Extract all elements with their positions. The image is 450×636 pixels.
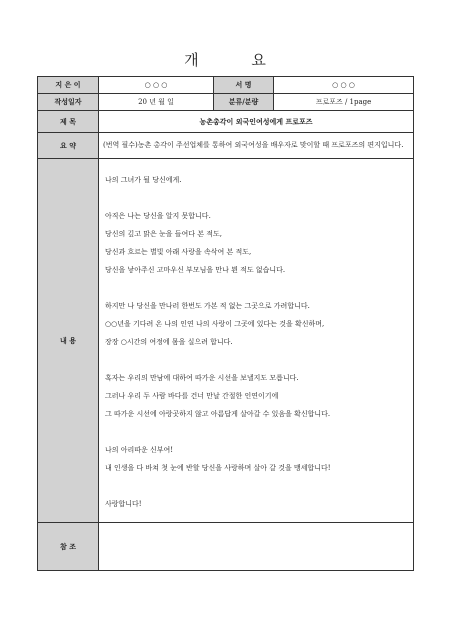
- reference-value: [99, 523, 414, 571]
- content-lines: [105, 171, 407, 513]
- content-line: 당신과 흐르는 별빛 아래 사랑을 속삭여 본 적도,: [105, 248, 252, 256]
- signature-label: 서 명: [214, 77, 274, 94]
- content-line: 아직은 나는 당신을 알지 못합니다.: [105, 212, 211, 220]
- summary-label: 요 약: [38, 133, 99, 159]
- content-line: 내 인생을 다 바쳐 첫 눈에 반할 당신을 사랑하며 살아 갈 것을 맹세합니다!: [105, 464, 331, 472]
- content-blank-line: [105, 189, 407, 207]
- content-line: 장장 ○시간의 여정에 몸을 실으려 합니다.: [105, 338, 233, 346]
- reference-label: 참 조: [38, 523, 99, 571]
- author-value: ○ ○ ○: [99, 77, 214, 94]
- page-title: 개 요: [184, 51, 290, 69]
- author-label: 지 은 이: [38, 77, 99, 94]
- category-label: 분류/분량: [214, 94, 274, 111]
- subject-value: 농촌총각이 외국인여성에게 프로포즈: [99, 111, 414, 133]
- content-body: [99, 159, 414, 523]
- content-line: 하지만 나 당신을 만나러 한번도 가본 적 없는 그곳으로 가려합니다.: [105, 302, 310, 310]
- content-line: 당신의 깊고 맑은 눈을 들여다 본 적도,: [105, 230, 223, 238]
- summary-value: (번역 필수)농촌 총각이 주선업체를 통하여 외국여성을 배우자로 맞이할 때 프로포즈의 편지입니다.: [99, 133, 414, 159]
- content-blank-line: [105, 477, 407, 495]
- content-line: 나의 그녀가 될 당신에게.: [105, 176, 182, 184]
- date-value: 20 년 월 일: [99, 94, 214, 111]
- content-line: 나의 아리따운 신부여!: [105, 446, 174, 454]
- content-line: 그러나 우리 두 사람 바다를 건너 만날 간절한 인연이기에: [105, 392, 279, 400]
- content-blank-line: [105, 351, 407, 369]
- signature-value: ○ ○ ○: [274, 77, 414, 94]
- content-label: 내 용: [38, 159, 99, 523]
- content-line: 당신을 낳아주신 고마우신 부모님을 만나 뵌 적도 없습니다.: [105, 266, 286, 274]
- content-blank-line: [105, 423, 407, 441]
- content-blank-line: [105, 279, 407, 297]
- date-label: 작성일자: [38, 94, 99, 111]
- category-value: 프로포즈 / 1page: [274, 94, 414, 111]
- subject-label: 제 목: [38, 111, 99, 133]
- proposal-form-table: [37, 76, 414, 571]
- content-line: 그 따가운 시선에 아랑곳하지 않고 아름답게 살아갈 수 있음을 확신합니다.: [105, 410, 331, 418]
- content-line: 사랑합니다!: [105, 500, 142, 508]
- content-line: 혹자는 우리의 만남에 대하여 따가운 시선을 보낼지도 모릅니다.: [105, 374, 299, 382]
- content-line: ○○년을 기다려 온 나의 인연 나의 사랑이 그곳에 있다는 것을 확신하며,: [105, 320, 325, 328]
